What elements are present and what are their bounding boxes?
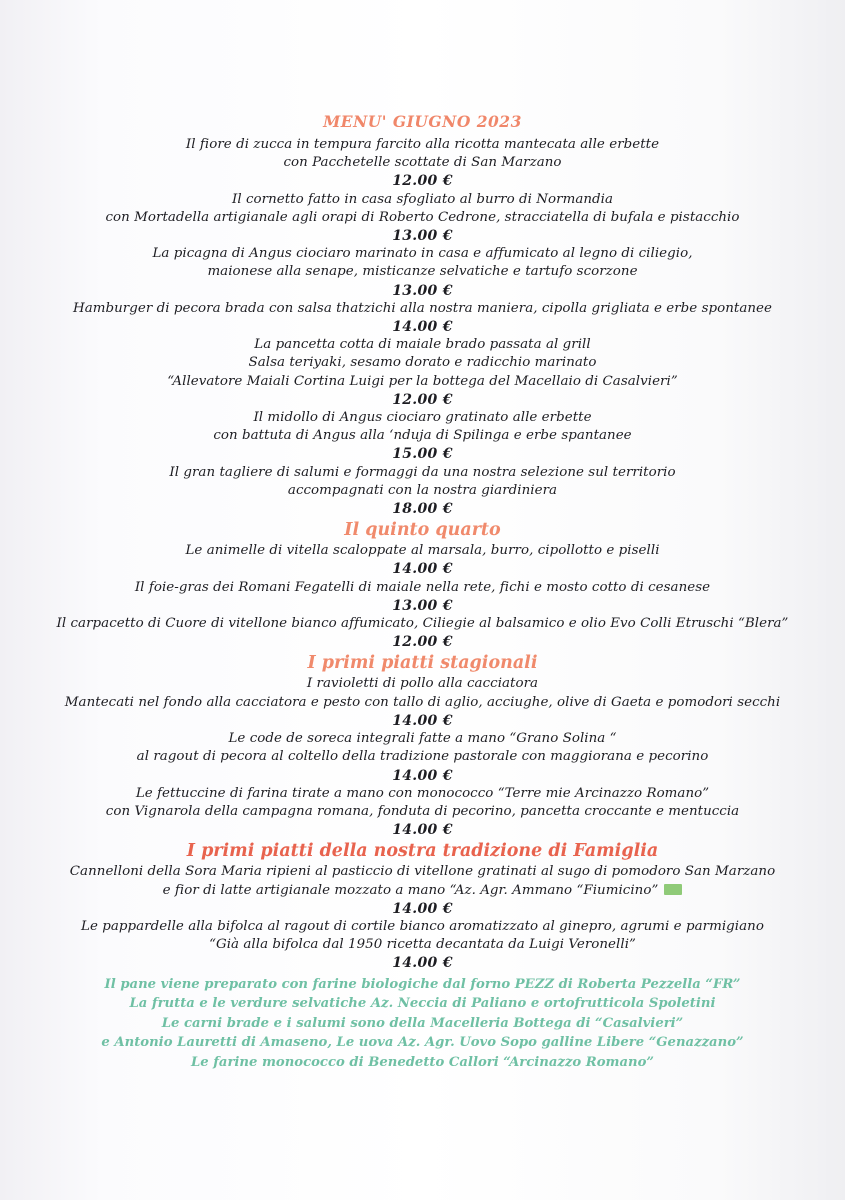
dish-line: con Mortadella artigianale agli orapi di Roberto Cedrone, stracciatella di bufala e pistacchio [105,209,740,225]
dish-item [0,918,845,973]
dish-item [0,245,845,300]
dish-line: Mantecati nel fondo alla cacciatora e pesto con tallo di aglio, acciughe, olive di Gaeta e pomodori secchi [64,694,781,710]
leaf-icon [664,884,682,895]
supplier-notes [0,975,845,1073]
dish-price: 13.00 € [392,228,453,245]
dish-line: “Già alla bifolca dal 1950 ricetta decantata da Luigi Veronelli” [209,937,636,953]
dish-line: con Pacchetelle scottate di San Marzano [283,155,562,171]
dish-price: 14.00 € [392,319,453,336]
dish-line: Hamburger di pecora brada con salsa thatzichi alla nostra maniera, cipolla grigliata e erbe spontanee [72,300,773,316]
supplier-note: La frutta e le verdure selvatiche Az. Neccia di Paliano e ortofrutticola Spoletini [129,996,716,1012]
dish-line: Le pappardelle alla bifolca al ragout di cortile bianco aromatizzato al ginepro, agrumi e parmigiano [81,918,764,934]
dish-item [0,300,845,336]
dish-line: La picagna di Angus ciociaro marinato in casa e affumicato al legno di ciliegio, [152,246,693,262]
dish-item [0,191,845,246]
dish-price: 15.00 € [392,446,453,463]
dish-line-text: e fior di latte artigianale mozzato a mano “Az. Agr. Ammano “Fiumicino” [162,882,659,898]
dish-line: Il foie-gras dei Romani Fegatelli di maiale nella rete, fichi e mosto cotto di cesanese [134,579,711,595]
supplier-note: Il pane viene preparato con farine biologiche dal forno PEZZ di Roberta Pezzella “FR” [104,976,741,992]
dish-line: con Vignarola della campagna romana, fonduta di pecorino, pancetta croccante e mentuccia [105,803,740,819]
dish-item [0,136,845,191]
dish-line: Il carpacetto di Cuore di vitellone bianco affumicato, Ciliegie al balsamico e olio Evo Colli Etruschi “Blera” [56,616,789,632]
dish-price: 12.00 € [392,391,453,408]
dish-line: Salsa teriyaki, sesamo dorato e radicchio marinato [248,355,597,371]
section-heading-primi-stagionali: I primi piatti stagionali [307,653,538,674]
dish-line-with-leaf [0,882,845,900]
dish-item [0,542,845,578]
dish-price: 13.00 € [392,282,453,299]
section-heading-primi-tradizione: I primi piatti della nostra tradizione di Famiglia [186,841,659,862]
dish-line: maionese alla senape, misticanze selvatiche e tartufo scorzone [207,264,638,280]
dish-line: Cannelloni della Sora Maria ripieni al pasticcio di vitellone gratinati al sugo di pomodoro San Marzano [69,864,776,880]
dish-price: 12.00 € [392,173,453,190]
supplier-note: Le carni brade e i salumi sono della Macelleria Bottega di “Casalvieri” [161,1015,684,1031]
dish-item [0,579,845,615]
dish-item [0,785,845,840]
menu-page [0,108,845,1072]
menu-title: MENU' GIUGNO 2023 [323,112,522,131]
dish-line: Il midollo di Angus ciociaro gratinato alle erbette [253,410,592,426]
dish-price: 14.00 € [392,955,453,972]
dish-price: 18.00 € [392,501,453,518]
dish-line: Le animelle di vitella scaloppate al marsala, burro, cipollotto e piselli [185,543,660,559]
dish-price: 14.00 € [392,712,453,729]
dish-line: con battuta di Angus alla ‘nduja di Spilinga e erbe spantanee [213,428,632,444]
dish-line: Le code de soreca integrali fatte a mano “Grano Solina “ [228,731,617,747]
dish-item [0,730,845,785]
dish-line: al ragout di pecora al coltello della tradizione pastorale con maggiorana e pecorino [136,749,709,765]
dish-price: 14.00 € [392,822,453,839]
supplier-note: Le farine monococco di Benedetto Callori “Arcinazzo Romano” [190,1054,655,1070]
section-heading-quinto-quarto: Il quinto quarto [344,520,501,541]
dish-line: Il fiore di zucca in tempura farcito alla ricotta mantecata alle erbette [185,137,660,152]
dish-item [0,336,845,409]
dish-item [0,675,845,730]
dish-price: 13.00 € [392,597,453,614]
dish-item [0,464,845,519]
supplier-note: e Antonio Lauretti di Amaseno, Le uova Az. Agr. Uovo Sopo galline Libere “Genazzano” [101,1035,744,1051]
dish-line: Le fettuccine di farina tirate a mano con monococco “Terre mie Arcinazzo Romano” [135,785,710,801]
dish-line: Il gran tagliere di salumi e formaggi da una nostra selezione sul territorio [169,464,676,480]
dish-line: La pancetta cotta di maiale brado passata al grill [254,337,591,353]
dish-price: 14.00 € [392,900,453,917]
dish-line: I ravioletti di pollo alla cacciatora [306,676,539,692]
dish-item [0,409,845,464]
dish-price: 12.00 € [392,634,453,651]
dish-line: Il cornetto fatto in casa sfogliato al burro di Normandia [231,191,614,207]
dish-line: “Allevatore Maiali Cortina Luigi per la bottega del Macellaio di Casalvieri” [167,373,678,389]
dish-item [0,863,845,918]
dish-line: accompagnati con la nostra giardiniera [287,482,558,498]
dish-item [0,615,845,651]
dish-price: 14.00 € [392,561,453,578]
dish-price: 14.00 € [392,767,453,784]
